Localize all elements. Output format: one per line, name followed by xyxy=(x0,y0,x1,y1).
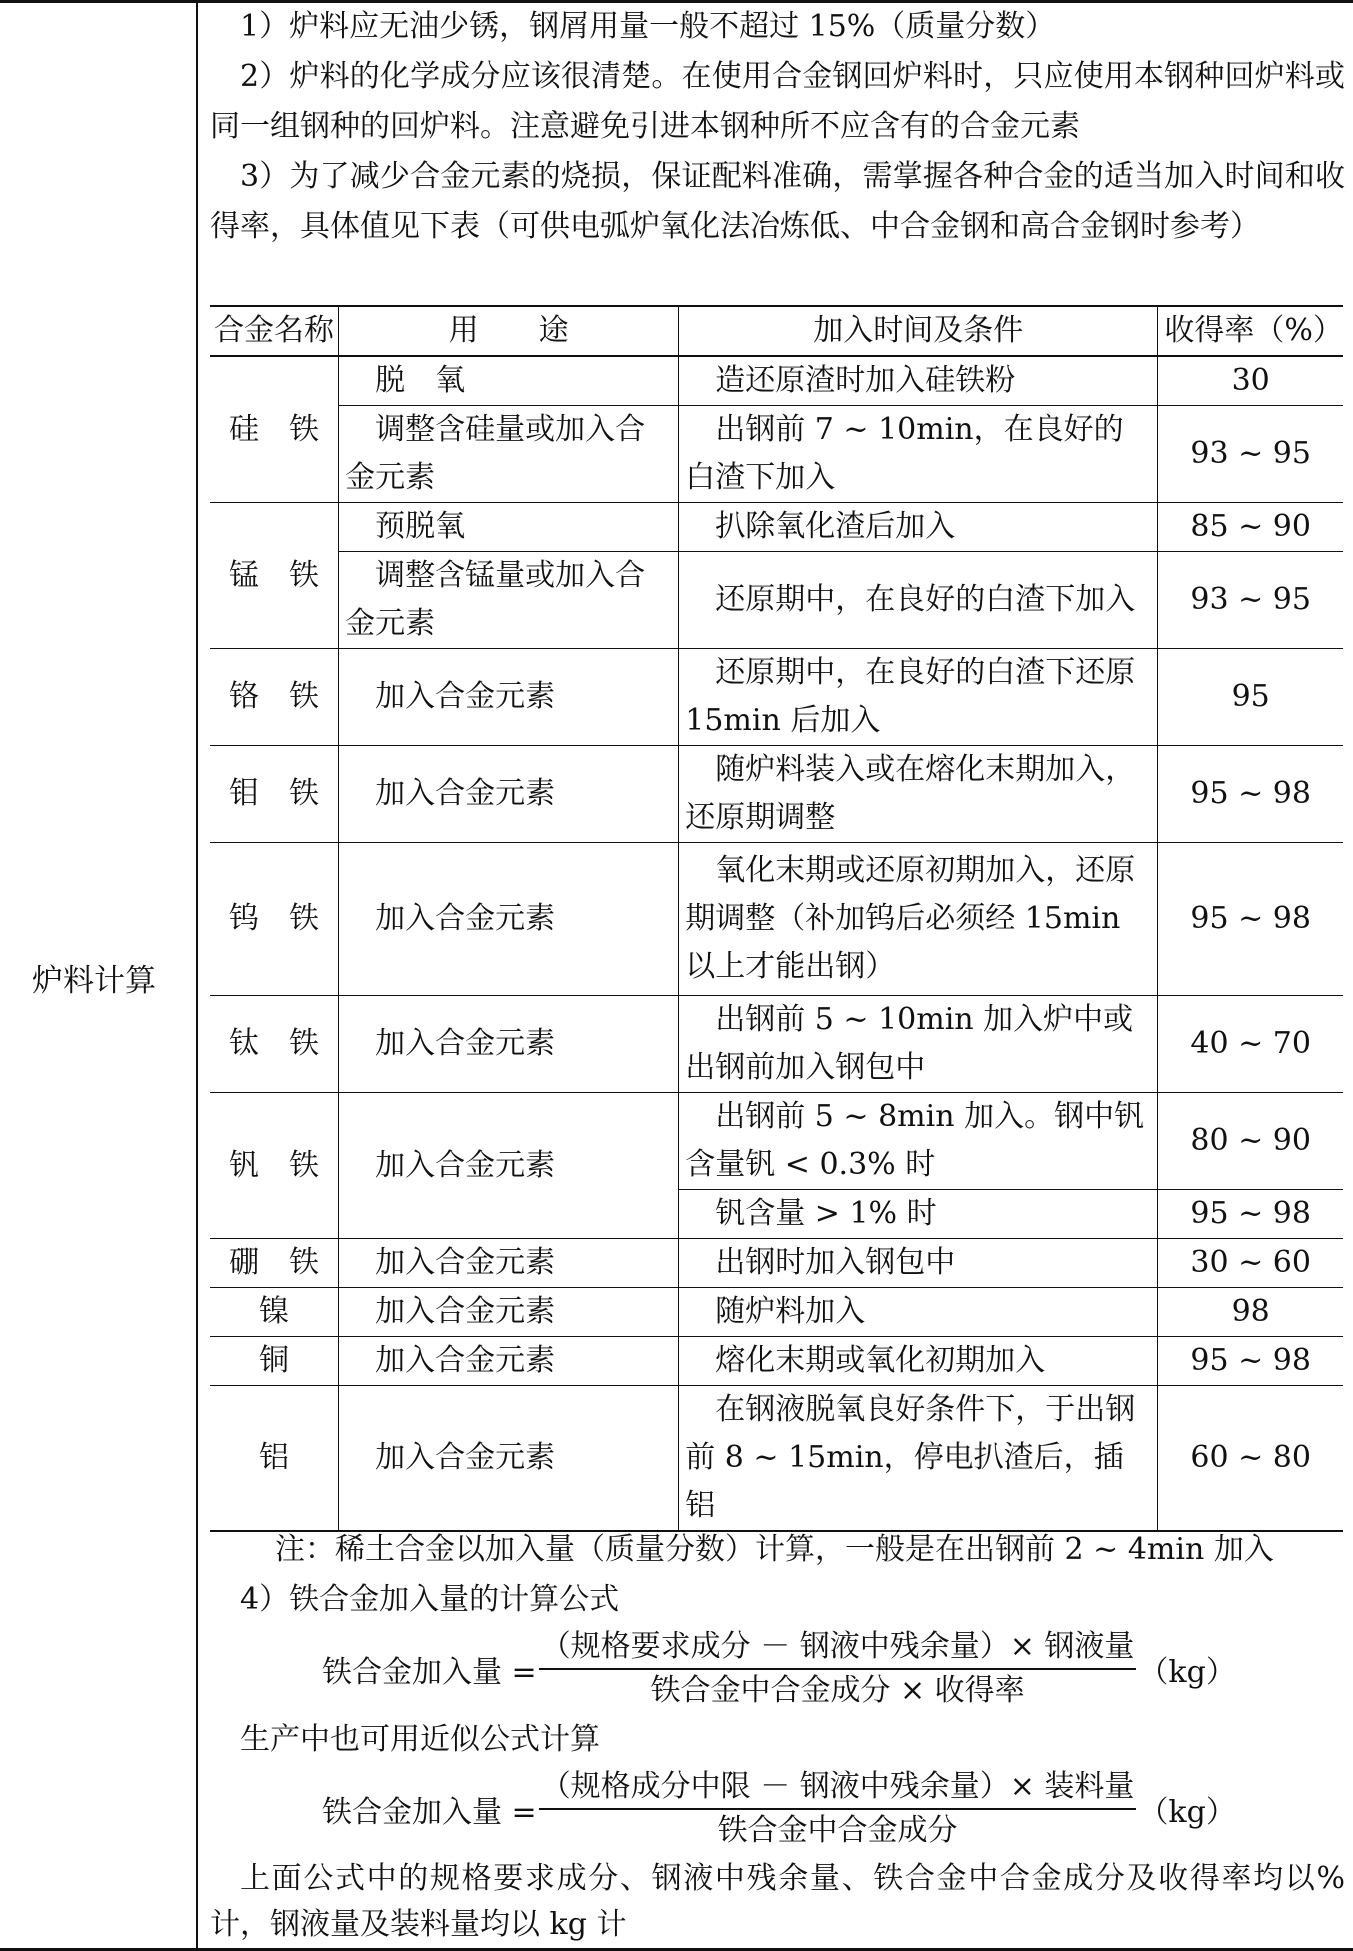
use-cell: 预脱氧 xyxy=(339,503,679,552)
header-time: 加入时间及条件 xyxy=(679,306,1158,356)
yield-cell: 93 ~ 95 xyxy=(1158,552,1343,649)
use-cell: 脱 氧 xyxy=(339,356,679,406)
formula-lhs: 铁合金加入量 = xyxy=(322,1655,537,1690)
yield-cell: 95 xyxy=(1158,649,1343,746)
time-cell: 随炉料加入 xyxy=(679,1288,1158,1337)
use-cell: 加入合金元素 xyxy=(339,1288,679,1337)
table-row xyxy=(210,996,1343,1093)
table-row xyxy=(210,746,1343,843)
yield-cell: 85 ~ 90 xyxy=(1158,503,1343,552)
alloy-name: 铜 xyxy=(210,1337,339,1386)
yield-cell: 95 ~ 98 xyxy=(1158,843,1343,996)
alloy-name: 钒 铁 xyxy=(210,1093,339,1239)
time-cell: 还原期中，在良好的白渣下加入 xyxy=(679,552,1158,649)
alloy-name: 锰 铁 xyxy=(210,503,339,649)
yield-cell: 98 xyxy=(1158,1288,1343,1337)
paragraph-3: 3）为了减少合金元素的烧损，保证配料准确，需掌握各种合金的适当加入时间和收得率，具体值见下表（可供电弧炉氧化法冶炼低、中合金钢和高合金钢时参考） xyxy=(210,159,1345,244)
section-label: 炉料计算 xyxy=(32,963,156,999)
formula-denominator: 铁合金中合金成分 xyxy=(717,1813,958,1848)
time-cell: 随炉料装入或在熔化末期加入，还原期调整 xyxy=(679,746,1158,843)
time-cell: 氧化末期或还原初期加入，还原期调整（补加钨后必须经 15min 以上才能出钢） xyxy=(679,843,1158,996)
paragraph-4: 4）铁合金加入量的计算公式 xyxy=(240,1582,620,1617)
table-note: 注：稀土合金以加入量（质量分数）计算，一般是在出钢前 2 ~ 4min 加入 xyxy=(275,1532,1274,1567)
yield-cell: 40 ~ 70 xyxy=(1158,996,1343,1093)
table-row xyxy=(210,1386,1343,1532)
yield-cell: 93 ~ 95 xyxy=(1158,406,1343,503)
table-row xyxy=(210,649,1343,746)
table-row xyxy=(210,1239,1343,1288)
table-row xyxy=(210,356,1343,406)
alloy-name: 钼 铁 xyxy=(210,746,339,843)
table-row xyxy=(210,552,1343,649)
yield-cell: 80 ~ 90 xyxy=(1158,1093,1343,1190)
alloy-name: 铬 铁 xyxy=(210,649,339,746)
formula-numerator: （规格成分中限 － 钢液中残余量）× 装料量 xyxy=(539,1768,1137,1810)
use-cell: 调整含硅量或加入合金元素 xyxy=(339,406,679,503)
header-yield: 收得率（%） xyxy=(1158,306,1343,356)
left-column xyxy=(0,3,198,1948)
formula-denominator: 铁合金中合金成分 × 收得率 xyxy=(650,1673,1025,1708)
paragraph-6: 上面公式中的规格要求成分、钢液中残余量、铁合金中合金成分及收得率均以% 计，钢液量及装料量均以 kg 计 xyxy=(210,1861,1345,1942)
alloy-name: 钛 铁 xyxy=(210,996,339,1093)
alloy-name: 硼 铁 xyxy=(210,1239,339,1288)
time-cell: 还原期中，在良好的白渣下还原 15min 后加入 xyxy=(679,649,1158,746)
yield-cell: 60 ~ 80 xyxy=(1158,1386,1343,1532)
use-cell: 加入合金元素 xyxy=(339,1386,679,1532)
formula-lhs: 铁合金加入量 = xyxy=(322,1795,537,1830)
paragraph-1: 1）炉料应无油少锈，钢屑用量一般不超过 15%（质量分数） xyxy=(240,9,1056,44)
formula-exact xyxy=(322,1628,1236,1710)
table-row xyxy=(210,843,1343,996)
paragraph-2: 2）炉料的化学成分应该很清楚。在使用合金钢回炉料时，只应使用本钢种回炉料或同一组钢种的回炉料。注意避免引进本钢种所不应含有的合金元素 xyxy=(210,59,1345,144)
yield-cell: 95 ~ 98 xyxy=(1158,1190,1343,1239)
formula-fraction xyxy=(539,1628,1137,1710)
yield-cell: 95 ~ 98 xyxy=(1158,746,1343,843)
yield-cell: 30 ~ 60 xyxy=(1158,1239,1343,1288)
alloy-name: 镍 xyxy=(210,1288,339,1337)
alloy-name: 钨 铁 xyxy=(210,843,339,996)
ferroalloy-table xyxy=(210,305,1343,1532)
time-cell: 钒含量 > 1% 时 xyxy=(679,1190,1158,1239)
header-use: 用 途 xyxy=(339,306,679,356)
use-cell: 调整含锰量或加入合金元素 xyxy=(339,552,679,649)
use-cell: 加入合金元素 xyxy=(339,1093,679,1239)
table-row xyxy=(210,406,1343,503)
time-cell: 出钢前 5 ~ 10min 加入炉中或出钢前加入钢包中 xyxy=(679,996,1158,1093)
table-header-row xyxy=(210,306,1343,356)
use-cell: 加入合金元素 xyxy=(339,746,679,843)
time-cell: 扒除氧化渣后加入 xyxy=(679,503,1158,552)
header-name: 合金名称 xyxy=(210,306,339,356)
formula-approx xyxy=(322,1768,1236,1850)
alloy-name: 硅 铁 xyxy=(210,356,339,503)
table-row xyxy=(210,1288,1343,1337)
time-cell: 熔化末期或氧化初期加入 xyxy=(679,1337,1158,1386)
time-cell: 出钢时加入钢包中 xyxy=(679,1239,1158,1288)
alloy-name: 铝 xyxy=(210,1386,339,1532)
formula-numerator: （规格要求成分 － 钢液中残余量）× 钢液量 xyxy=(539,1628,1137,1670)
use-cell: 加入合金元素 xyxy=(339,1239,679,1288)
table-row xyxy=(210,1093,1343,1190)
time-cell: 出钢前 7 ~ 10min，在良好的白渣下加入 xyxy=(679,406,1158,503)
yield-cell: 30 xyxy=(1158,356,1343,406)
formula-unit: （kg） xyxy=(1138,1795,1236,1830)
table-row xyxy=(210,1337,1343,1386)
time-cell: 在钢液脱氧良好条件下，于出钢前 8 ~ 15min，停电扒渣后，插铝 xyxy=(679,1386,1158,1532)
use-cell: 加入合金元素 xyxy=(339,996,679,1093)
use-cell: 加入合金元素 xyxy=(339,1337,679,1386)
table-row xyxy=(210,503,1343,552)
yield-cell: 95 ~ 98 xyxy=(1158,1337,1343,1386)
use-cell: 加入合金元素 xyxy=(339,649,679,746)
formula-fraction xyxy=(539,1768,1137,1850)
time-cell: 造还原渣时加入硅铁粉 xyxy=(679,356,1158,406)
formula-unit: （kg） xyxy=(1138,1655,1236,1690)
use-cell: 加入合金元素 xyxy=(339,843,679,996)
paragraph-5: 生产中也可用近似公式计算 xyxy=(240,1722,600,1757)
time-cell: 出钢前 5 ~ 8min 加入。钢中钒含量钒 < 0.3% 时 xyxy=(679,1093,1158,1190)
